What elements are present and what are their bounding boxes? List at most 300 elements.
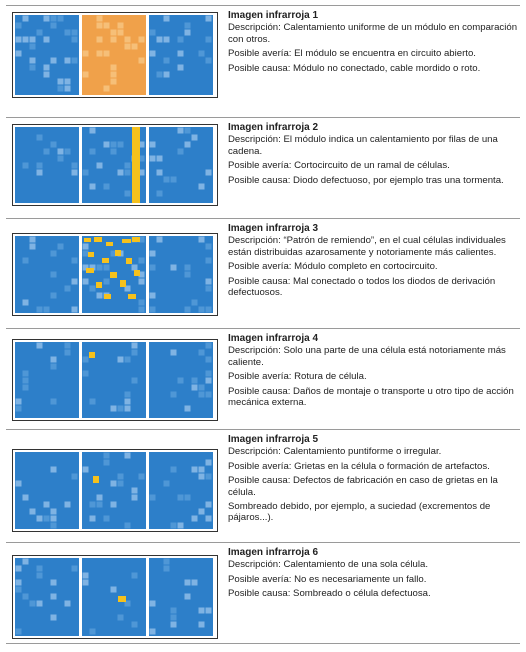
- module-cell: [125, 191, 131, 197]
- module-cell: [206, 392, 212, 398]
- module-cell: [44, 502, 50, 508]
- module-cell: [199, 184, 205, 190]
- entry-title: Imagen infrarroja 2: [228, 122, 319, 133]
- module-cell: [83, 170, 89, 176]
- module-cell: [58, 16, 64, 22]
- module-cell: [83, 244, 89, 250]
- module-cell: [199, 385, 205, 391]
- module-cell: [16, 481, 22, 487]
- module-cell: [139, 58, 145, 64]
- fault-entry-6: [6, 542, 520, 644]
- module-cell: [132, 378, 138, 384]
- module-cell: [118, 474, 124, 480]
- module-cell: [192, 135, 198, 141]
- module-cell: [83, 72, 89, 78]
- module-cell: [51, 364, 57, 370]
- module-cell: [192, 516, 198, 522]
- module-cell: [132, 573, 138, 579]
- module-cell: [206, 258, 212, 264]
- entry-title: Imagen infrarroja 6: [228, 547, 319, 558]
- module-cell: [206, 502, 212, 508]
- module-cell: [16, 566, 22, 572]
- module-cell: [118, 30, 124, 36]
- entry-line: Posible causa: Módulo no conectado, cable mordido o roto.: [228, 62, 481, 74]
- module-cell: [65, 286, 71, 292]
- entry-line: Posible avería: Módulo completo en cortocircuito.: [228, 261, 438, 273]
- infrared-image: [12, 124, 218, 206]
- module-cell: [72, 279, 78, 285]
- module-cell: [23, 37, 29, 43]
- module-cell: [90, 128, 96, 134]
- thermal-svg: [13, 340, 217, 420]
- module-cell: [185, 265, 191, 271]
- entry-text: [228, 333, 518, 411]
- entry-description: Descripción: “Patrón de remiendo”, en el cual células individuales están distribuidas azarosamente y notoriamente más calientes.: [228, 235, 506, 258]
- module-cell: [206, 286, 212, 292]
- module-cell: [125, 399, 131, 405]
- module-cell: [132, 622, 138, 628]
- module-cell: [23, 594, 29, 600]
- module-cell: [97, 265, 103, 271]
- module-cell: [37, 516, 43, 522]
- module-cell: [104, 460, 110, 466]
- module-cell: [192, 467, 198, 473]
- hot-spot: [110, 272, 117, 278]
- module-cell: [51, 509, 57, 515]
- module-cell: [111, 30, 117, 36]
- solar-module: [149, 236, 213, 313]
- module-cell: [23, 258, 29, 264]
- module-cell: [192, 580, 198, 586]
- module-cell: [83, 371, 89, 377]
- module-cell: [111, 481, 117, 487]
- module-cell: [157, 170, 163, 176]
- module-cell: [37, 163, 43, 169]
- module-cell: [206, 474, 212, 480]
- module-cell: [118, 481, 124, 487]
- module-cell: [97, 495, 103, 501]
- module-cell: [164, 481, 170, 487]
- entry-description: Descripción: El módulo indica un calentamiento por filas de una cadena.: [228, 134, 498, 157]
- module-cell: [23, 300, 29, 306]
- module-cell: [185, 23, 191, 29]
- module-cell: [83, 357, 89, 363]
- fault-entry-3: [6, 218, 520, 328]
- module-cell: [65, 343, 71, 349]
- module-cell: [125, 44, 131, 50]
- entry-description: Descripción: Calentamiento de una sola célula.: [228, 559, 428, 571]
- module-cell: [185, 30, 191, 36]
- module-cell: [97, 163, 103, 169]
- module-cell: [51, 272, 57, 278]
- module-cell: [97, 51, 103, 57]
- module-cell: [178, 128, 184, 134]
- module-cell: [51, 357, 57, 363]
- hot-spot: [126, 258, 132, 264]
- module-cell: [90, 149, 96, 155]
- module-cell: [90, 629, 96, 635]
- module-cell: [125, 37, 131, 43]
- entry-line: Posible avería: El módulo se encuentra en circuito abierto.: [228, 48, 476, 60]
- module-cell: [51, 399, 57, 405]
- module-cell: [16, 51, 22, 57]
- module-cell: [199, 392, 205, 398]
- module-cell: [72, 58, 78, 64]
- hot-spot: [102, 258, 109, 263]
- module-cell: [192, 385, 198, 391]
- module-cell: [104, 516, 110, 522]
- entry-line: Posible avería: Rotura de célula.: [228, 371, 367, 383]
- module-cell: [125, 357, 131, 363]
- module-cell: [125, 406, 131, 412]
- thermal-svg: [13, 556, 217, 638]
- module-cell: [23, 385, 29, 391]
- module-cell: [132, 44, 138, 50]
- module-cell: [171, 265, 177, 271]
- module-cell: [83, 467, 89, 473]
- module-cell: [150, 293, 156, 299]
- thermal-svg: [13, 450, 217, 531]
- thermal-svg: [13, 13, 217, 97]
- module-cell: [139, 37, 145, 43]
- module-cell: [97, 23, 103, 29]
- module-cell: [16, 587, 22, 593]
- entry-text: [228, 10, 518, 77]
- module-cell: [51, 580, 57, 586]
- module-cell: [51, 615, 57, 621]
- hot-spot: [120, 280, 126, 287]
- module-cell: [171, 467, 177, 473]
- module-cell: [90, 502, 96, 508]
- module-cell: [178, 523, 184, 529]
- module-cell: [132, 265, 138, 271]
- fault-entry-2: [6, 117, 520, 218]
- module-cell: [65, 502, 71, 508]
- module-cell: [104, 453, 110, 459]
- module-cell: [72, 170, 78, 176]
- hot-spot: [93, 476, 99, 483]
- entry-text: [228, 547, 518, 603]
- hot-spot: [88, 252, 94, 257]
- module-cell: [111, 142, 117, 148]
- module-cell: [206, 608, 212, 614]
- module-cell: [65, 79, 71, 85]
- module-cell: [37, 566, 43, 572]
- entry-text: [228, 223, 518, 301]
- module-cell: [51, 58, 57, 64]
- module-cell: [118, 406, 124, 412]
- entry-line: Posible avería: Cortocircuito de un ramal de células.: [228, 160, 450, 172]
- module-cell: [132, 350, 138, 356]
- module-cell: [51, 594, 57, 600]
- module-cell: [51, 16, 57, 22]
- module-cell: [178, 495, 184, 501]
- module-cell: [206, 357, 212, 363]
- module-cell: [90, 516, 96, 522]
- module-cell: [206, 460, 212, 466]
- module-cell: [150, 601, 156, 607]
- module-cell: [164, 566, 170, 572]
- module-cell: [171, 523, 177, 529]
- module-cell: [111, 79, 117, 85]
- infrared-image: [12, 449, 218, 532]
- module-cell: [44, 37, 50, 43]
- entry-text: [228, 434, 518, 527]
- module-cell: [150, 142, 156, 148]
- module-cell: [58, 79, 64, 85]
- module-cell: [104, 184, 110, 190]
- hot-spot: [94, 237, 102, 242]
- module-cell: [132, 488, 138, 494]
- module-cell: [30, 601, 36, 607]
- module-cell: [23, 371, 29, 377]
- hot-spot: [122, 239, 131, 243]
- module-cell: [150, 30, 156, 36]
- entry-line: Posible causa: Diodo defectuoso, por ejemplo tras una tormenta.: [228, 174, 504, 186]
- module-cell: [206, 516, 212, 522]
- entry-title: Imagen infrarroja 3: [228, 223, 319, 234]
- infrared-image: [12, 233, 218, 316]
- module-cell: [178, 65, 184, 71]
- module-cell: [118, 615, 124, 621]
- module-cell: [37, 343, 43, 349]
- infrared-image: [12, 12, 218, 98]
- module-cell: [104, 23, 110, 29]
- module-cell: [37, 573, 43, 579]
- module-cell: [206, 16, 212, 22]
- module-cell: [51, 251, 57, 257]
- module-cell: [164, 72, 170, 78]
- entry-title: Imagen infrarroja 1: [228, 10, 319, 21]
- module-cell: [97, 293, 103, 299]
- module-cell: [30, 509, 36, 515]
- module-cell: [139, 474, 145, 480]
- module-cell: [30, 237, 36, 243]
- module-cell: [206, 170, 212, 176]
- module-cell: [72, 566, 78, 572]
- module-cell: [111, 65, 117, 71]
- hot-spot: [106, 242, 113, 246]
- entry-line: Posible causa: Sombreado o célula defectuosa.: [228, 588, 431, 600]
- hot-spot: [86, 268, 94, 273]
- module-cell: [44, 65, 50, 71]
- hot-spot: [132, 127, 140, 203]
- module-cell: [150, 307, 156, 313]
- module-cell: [90, 286, 96, 292]
- module-cell: [16, 629, 22, 635]
- hot-spot: [96, 282, 102, 288]
- hot-spot: [89, 352, 95, 358]
- module-cell: [157, 72, 163, 78]
- module-cell: [83, 51, 89, 57]
- module-cell: [171, 350, 177, 356]
- module-cell: [111, 406, 117, 412]
- module-cell: [83, 279, 89, 285]
- module-cell: [65, 58, 71, 64]
- module-cell: [132, 343, 138, 349]
- fault-entry-1: [6, 5, 520, 117]
- module-cell: [199, 350, 205, 356]
- entry-line: Posible avería: Grietas en la célula o formación de artefactos.: [228, 460, 490, 472]
- module-cell: [23, 559, 29, 565]
- module-cell: [157, 156, 163, 162]
- entry-line: Posible avería: No es necesariamente un fallo.: [228, 573, 427, 585]
- module-cell: [44, 16, 50, 22]
- module-cell: [185, 307, 191, 313]
- module-cell: [72, 37, 78, 43]
- module-cell: [178, 149, 184, 155]
- module-cell: [164, 16, 170, 22]
- module-cell: [118, 170, 124, 176]
- module-cell: [118, 357, 124, 363]
- module-cell: [157, 191, 163, 197]
- module-cell: [125, 453, 131, 459]
- module-cell: [150, 51, 156, 57]
- module-cell: [72, 474, 78, 480]
- module-cell: [199, 622, 205, 628]
- module-cell: [206, 58, 212, 64]
- hot-spot: [84, 238, 91, 242]
- hot-spot: [118, 596, 126, 602]
- hot-spot: [115, 250, 121, 256]
- thermal-svg: [13, 234, 217, 315]
- module-cell: [23, 163, 29, 169]
- entry-line: Posible causa: Defectos de fabricación en caso de grietas en la célula.: [228, 475, 498, 498]
- thermal-svg: [13, 125, 217, 205]
- module-cell: [150, 629, 156, 635]
- module-cell: [206, 343, 212, 349]
- module-cell: [185, 580, 191, 586]
- module-cell: [192, 300, 198, 306]
- module-cell: [16, 23, 22, 29]
- module-cell: [199, 474, 205, 480]
- module-cell: [199, 307, 205, 313]
- module-cell: [118, 142, 124, 148]
- module-cell: [185, 128, 191, 134]
- module-cell: [16, 580, 22, 586]
- module-cell: [171, 622, 177, 628]
- module-cell: [72, 258, 78, 264]
- module-cell: [16, 406, 22, 412]
- module-cell: [37, 307, 43, 313]
- module-cell: [30, 65, 36, 71]
- entry-description: Descripción: Calentamiento puntiforme o irregular.: [228, 446, 442, 458]
- module-cell: [157, 237, 163, 243]
- module-cell: [185, 495, 191, 501]
- module-cell: [164, 37, 170, 43]
- module-cell: [111, 587, 117, 593]
- module-cell: [104, 51, 110, 57]
- module-cell: [97, 37, 103, 43]
- module-cell: [23, 495, 29, 501]
- module-cell: [206, 307, 212, 313]
- module-cell: [16, 37, 22, 43]
- fault-entry-4: [6, 328, 520, 429]
- module-cell: [65, 149, 71, 155]
- module-cell: [139, 307, 145, 313]
- entry-description: Descripción: Solo una parte de una célula está notoriamente más caliente.: [228, 345, 506, 368]
- module-cell: [44, 516, 50, 522]
- module-cell: [72, 30, 78, 36]
- module-cell: [206, 37, 212, 43]
- module-cell: [118, 23, 124, 29]
- hot-spot: [104, 294, 111, 299]
- module-cell: [104, 265, 110, 271]
- module-cell: [125, 163, 131, 169]
- entry-description: Descripción: Calentamiento uniforme de un módulo en comparación con otros.: [228, 22, 518, 45]
- entry-line: Posible causa: Daños de montaje o transporte u otro tipo de acción mecánica externa.: [228, 385, 514, 409]
- module-cell: [206, 279, 212, 285]
- module-cell: [30, 58, 36, 64]
- module-cell: [51, 293, 57, 299]
- module-cell: [206, 378, 212, 384]
- infrared-image: [12, 555, 218, 639]
- module-cell: [30, 244, 36, 250]
- module-cell: [65, 30, 71, 36]
- module-cell: [111, 37, 117, 43]
- module-cell: [23, 16, 29, 22]
- module-cell: [37, 135, 43, 141]
- module-cell: [72, 163, 78, 169]
- module-cell: [44, 307, 50, 313]
- module-cell: [104, 142, 110, 148]
- module-cell: [37, 30, 43, 36]
- module-cell: [97, 502, 103, 508]
- module-cell: [178, 37, 184, 43]
- entry-line: Posible causa: Mal conectado o todos los diodos de derivación defectuosos.: [228, 275, 496, 299]
- module-cell: [185, 406, 191, 412]
- module-cell: [44, 72, 50, 78]
- module-cell: [185, 272, 191, 278]
- module-cell: [171, 392, 177, 398]
- module-cell: [37, 170, 43, 176]
- module-cell: [178, 51, 184, 57]
- module-cell: [111, 72, 117, 78]
- module-cell: [65, 350, 71, 356]
- module-cell: [97, 16, 103, 22]
- module-cell: [139, 300, 145, 306]
- module-cell: [199, 237, 205, 243]
- module-cell: [164, 559, 170, 565]
- fault-entry-5: [6, 429, 520, 542]
- module-cell: [44, 149, 50, 155]
- module-cell: [171, 615, 177, 621]
- module-cell: [185, 142, 191, 148]
- module-cell: [51, 23, 57, 29]
- module-cell: [90, 184, 96, 190]
- module-cell: [199, 51, 205, 57]
- module-cell: [125, 170, 131, 176]
- module-cell: [192, 378, 198, 384]
- module-cell: [150, 495, 156, 501]
- module-cell: [164, 58, 170, 64]
- module-cell: [125, 523, 131, 529]
- module-cell: [51, 523, 57, 529]
- module-cell: [58, 244, 64, 250]
- module-cell: [199, 509, 205, 515]
- entry-text: [228, 122, 518, 189]
- module-cell: [157, 37, 163, 43]
- module-cell: [199, 467, 205, 473]
- module-cell: [51, 516, 57, 522]
- module-cell: [150, 251, 156, 257]
- module-cell: [206, 371, 212, 377]
- module-cell: [104, 279, 110, 285]
- module-cell: [23, 378, 29, 384]
- module-cell: [30, 37, 36, 43]
- module-cell: [185, 594, 191, 600]
- module-cell: [83, 573, 89, 579]
